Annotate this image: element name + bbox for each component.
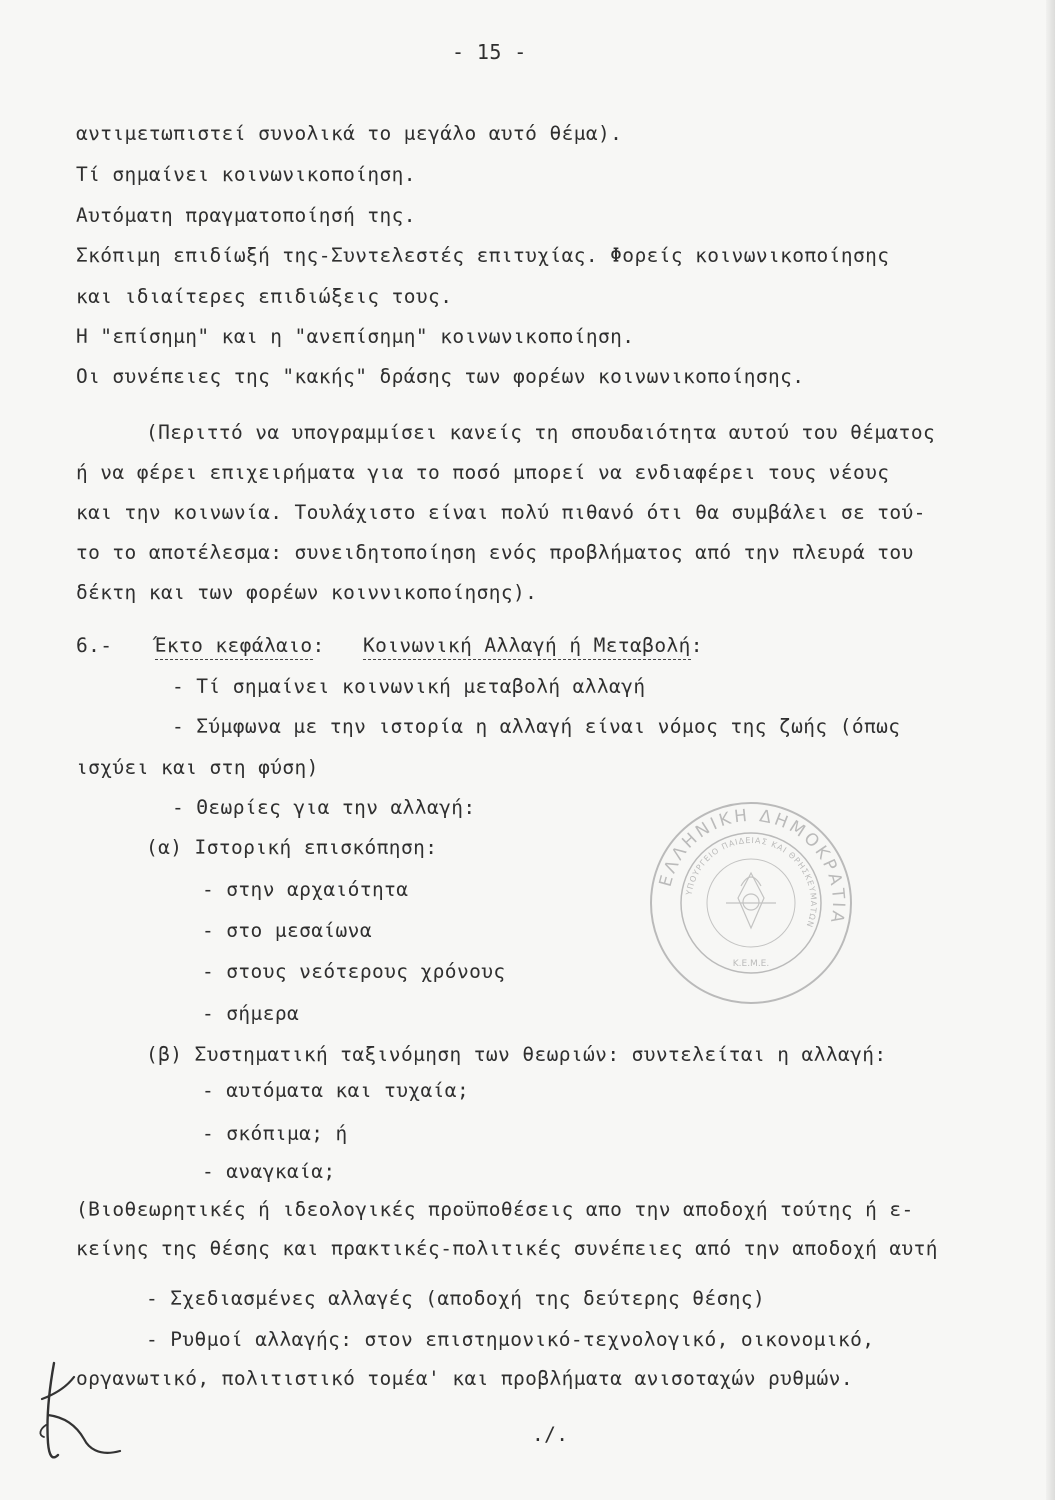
bullet-item: - Σύμφωνα με την ιστορία η αλλαγή είναι νόμος της ζωής (όπως (172, 715, 901, 738)
text-line: Τί σημαίνει κοινωνικοποίηση. (76, 163, 416, 186)
stamp-outer-text: ΕΛΛΗΝΙΚΗ ΔΗΜΟΚΡΑΤΙΑ (655, 805, 849, 928)
stamp-bottom-text: Κ.Ε.Μ.Ε. (732, 959, 770, 969)
text-line: και την κοινωνία. Τουλάχιστο είναι πολύ πιθανό ότι θα συμβάλει σε τού- (76, 501, 926, 524)
bullet-item: - σκόπιμα; ή (202, 1122, 348, 1145)
bullet-item: - αυτόματα και τυχαία; (202, 1079, 470, 1102)
text-line: κείνης της θέσης και πρακτικές-πολιτικές συνέπειες από την αποδοχή αυτή (76, 1237, 938, 1260)
chapter-title-colon: : (690, 634, 703, 657)
text-line: Σκόπιμη επιδίωξή της-Συντελεστές επιτυχίας. Φορείς κοινωνικοποίησης (76, 244, 890, 267)
text-line: δέκτη και των φορέων κοιννικοποίησης). (76, 581, 538, 604)
text-line: Οι συνέπειες της "κακής" δράσης των φορέων κοινωνικοποίησης. (76, 365, 805, 388)
chapter-number: 6.- (76, 634, 113, 657)
official-stamp (646, 798, 856, 1008)
text-line: Η "επίσημη" και η "ανεπίσημη" κοινωνικοποίηση. (76, 325, 635, 348)
bullet-item: - αναγκαία; (202, 1160, 336, 1183)
handwritten-signature (28, 1355, 148, 1475)
text-line: Αυτόματη πραγματοποίησή της. (76, 204, 416, 227)
text-line: το το αποτέλεσμα: συνειδητοποίηση ενός προβλήματος από την πλευρά του (76, 541, 914, 564)
page-number: - 15 - (452, 40, 527, 64)
svg-text:ΕΛΛΗΝΙΚΗ ΔΗΜΟΚΡΑΤΙΑ (656, 806, 849, 928)
text-line: ή να φέρει επιχειρήματα για το ποσό μπορεί να ενδιαφέρει τους νέους (76, 461, 890, 484)
stamp-inner-text: ΥΠΟΥΡΓΕΙΟ ΠΑΙΔΕΙΑΣ ΚΑΙ ΘΡΗΣΚΕΥΜΑΤΩΝ (684, 835, 819, 930)
text-line: οργανωτικό, πολιτιστικό τομέα' και προβλήματα ανισοταχών ρυθμών. (76, 1367, 853, 1390)
bullet-item: - σήμερα (202, 1002, 300, 1025)
bullet-item: - Θεωρίες για την αλλαγή: (172, 796, 476, 819)
bullet-item: - στο μεσαίωνα (202, 919, 372, 942)
text-line: αντιμετωπιστεί συνολικά το μεγάλο αυτό θέμα). (76, 122, 623, 145)
continuation-mark: ./. (532, 1423, 569, 1446)
bullet-item: - στην αρχαιότητα (202, 878, 409, 901)
sub-heading: (α) Ιστορική επισκόπηση: (146, 836, 438, 859)
text-line: ισχύει και στη φύση) (76, 756, 319, 779)
text-line: (Βιοθεωρητικές ή ιδεολογικές προϋποθέσεις απο την αποδοχή τούτης ή ε- (76, 1198, 914, 1221)
bullet-item: - στους νεότερους χρόνους (202, 960, 506, 983)
chapter-title: Κοινωνική Αλλαγή ή Μεταβολή (363, 634, 691, 660)
chapter-heading (76, 636, 703, 656)
sub-heading: (β) Συστηματική ταξινόμηση των θεωριών: συντελείται η αλλαγή: (146, 1043, 887, 1066)
bullet-item: - Τί σημαίνει κοινωνική μεταβολή αλλαγή (172, 675, 646, 698)
bullet-item: - Σχεδιασμένες αλλαγές (αποδοχή της δεύτερης θέσης) (146, 1287, 766, 1310)
page-edge-shadow (1046, 0, 1055, 1500)
text-line: (Περιττό να υπογραμμίσει κανείς τη σπουδαιότητα αυτού του θέματος (146, 421, 936, 444)
bullet-item: - Ρυθμοί αλλαγής: στον επιστημονικό-τεχνολογικό, οικονομικό, (146, 1328, 875, 1351)
chapter-label: Έκτο κεφάλαιο (155, 634, 313, 660)
text-line: και ιδιαίτερες επιδιώξεις τους. (76, 285, 453, 308)
chapter-colon: : (312, 634, 325, 657)
